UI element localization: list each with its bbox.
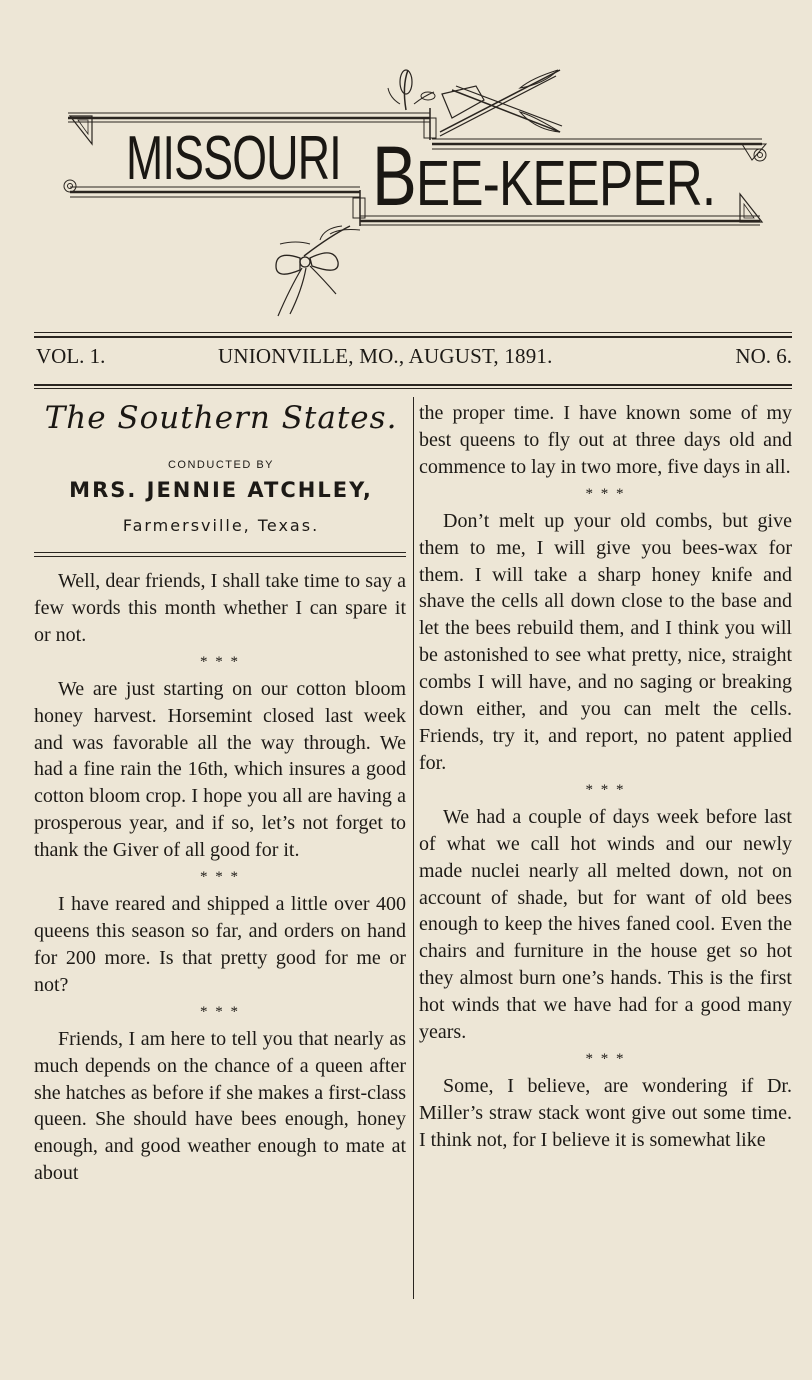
separator-stars: * * *	[200, 653, 240, 670]
column-divider	[413, 397, 414, 1299]
paragraph: We had a couple of days week before last of what we call hot winds and our newly made nuclei nearly all melted down, not on account of shade, but for want of old bees enough to keep the hives faned cool. Even the chairs and furniture in the house get so hot they almost burn one’s hands. This is the first hot winds that we have had for a good many years.	[419, 805, 792, 1044]
masthead-title-right	[372, 129, 716, 223]
masthead-title-rest: EE-KEEPER.	[416, 147, 716, 219]
editor-location: Farmersville, Texas.	[122, 516, 320, 535]
conducted-by-label: CONDUCTED BY	[167, 459, 274, 471]
section-title: The Southern States.	[44, 400, 398, 436]
bottom-rule	[34, 388, 792, 389]
separator-stars: * * *	[200, 1003, 240, 1020]
paragraph: Some, I believe, are wondering if Dr. Miller’s straw stack wont give out some time. I think not, for I believe it is somewhat like	[419, 1074, 792, 1151]
editor-name: MRS. JENNIE ATCHLEY,	[69, 478, 373, 502]
heading-rule	[34, 552, 406, 553]
masthead	[0, 0, 812, 330]
top-rule-heavy	[34, 336, 792, 338]
paragraph: We are just starting on our cotton bloom honey harvest. Horsemint closed last week and was favorable all the way through. We had a fine rain the 16th, which insures a good cotton bloom crop. I hope you all are having a prosperous year, and if so, let’s not forget to thank the Giver of all good for it.	[34, 677, 406, 862]
volume-label: VOL. 1.	[36, 344, 106, 368]
paragraph: Don’t melt up your old combs, but give them to me, I will give you bees-wax for them. I will take a sharp honey knife and shave the cells all down close to the base and let the bees rebuild them, and I think you will be astonished to see what pretty, nice, straight combs I will have, and no saging or breaking down either, and you can melt the cells. Friends, try it, and report, no patent applied for.	[419, 509, 792, 774]
right-column	[419, 400, 792, 1154]
paragraph: the proper time. I have known some of my best queens to fly out at three days old and commence to lay in two more, five days in all.	[419, 402, 792, 478]
paragraph: I have reared and shipped a little over 400 queens this season so far, and orders on hand for 200 more. Is that pretty good for me or not?	[34, 893, 406, 996]
masthead-initial: B	[372, 129, 417, 223]
heading-rule-2	[34, 556, 406, 557]
separator-stars: * * *	[585, 781, 626, 798]
place-date-label: UNIONVILLE, MO., AUGUST, 1891.	[218, 344, 553, 368]
separator-stars: * * *	[585, 1050, 626, 1067]
bottom-rule-heavy	[34, 384, 792, 386]
separator-stars: * * *	[585, 485, 626, 502]
paragraph: Friends, I am here to tell you that nearly as much depends on the chance of a queen after she hatches as before if she makes a first-class queen. She should have bees enough, honey enough, and good weather enough to mate at about	[34, 1027, 406, 1185]
masthead-title-left: MISSOURI	[126, 124, 341, 193]
paragraph: Well, dear friends, I shall take time to say a few words this month whether I can spare it or not.	[34, 570, 406, 646]
issue-line	[36, 344, 792, 374]
top-rule	[34, 332, 792, 333]
issue-number-label: NO. 6.	[735, 344, 792, 368]
left-column	[34, 568, 406, 1187]
separator-stars: * * *	[200, 869, 240, 886]
